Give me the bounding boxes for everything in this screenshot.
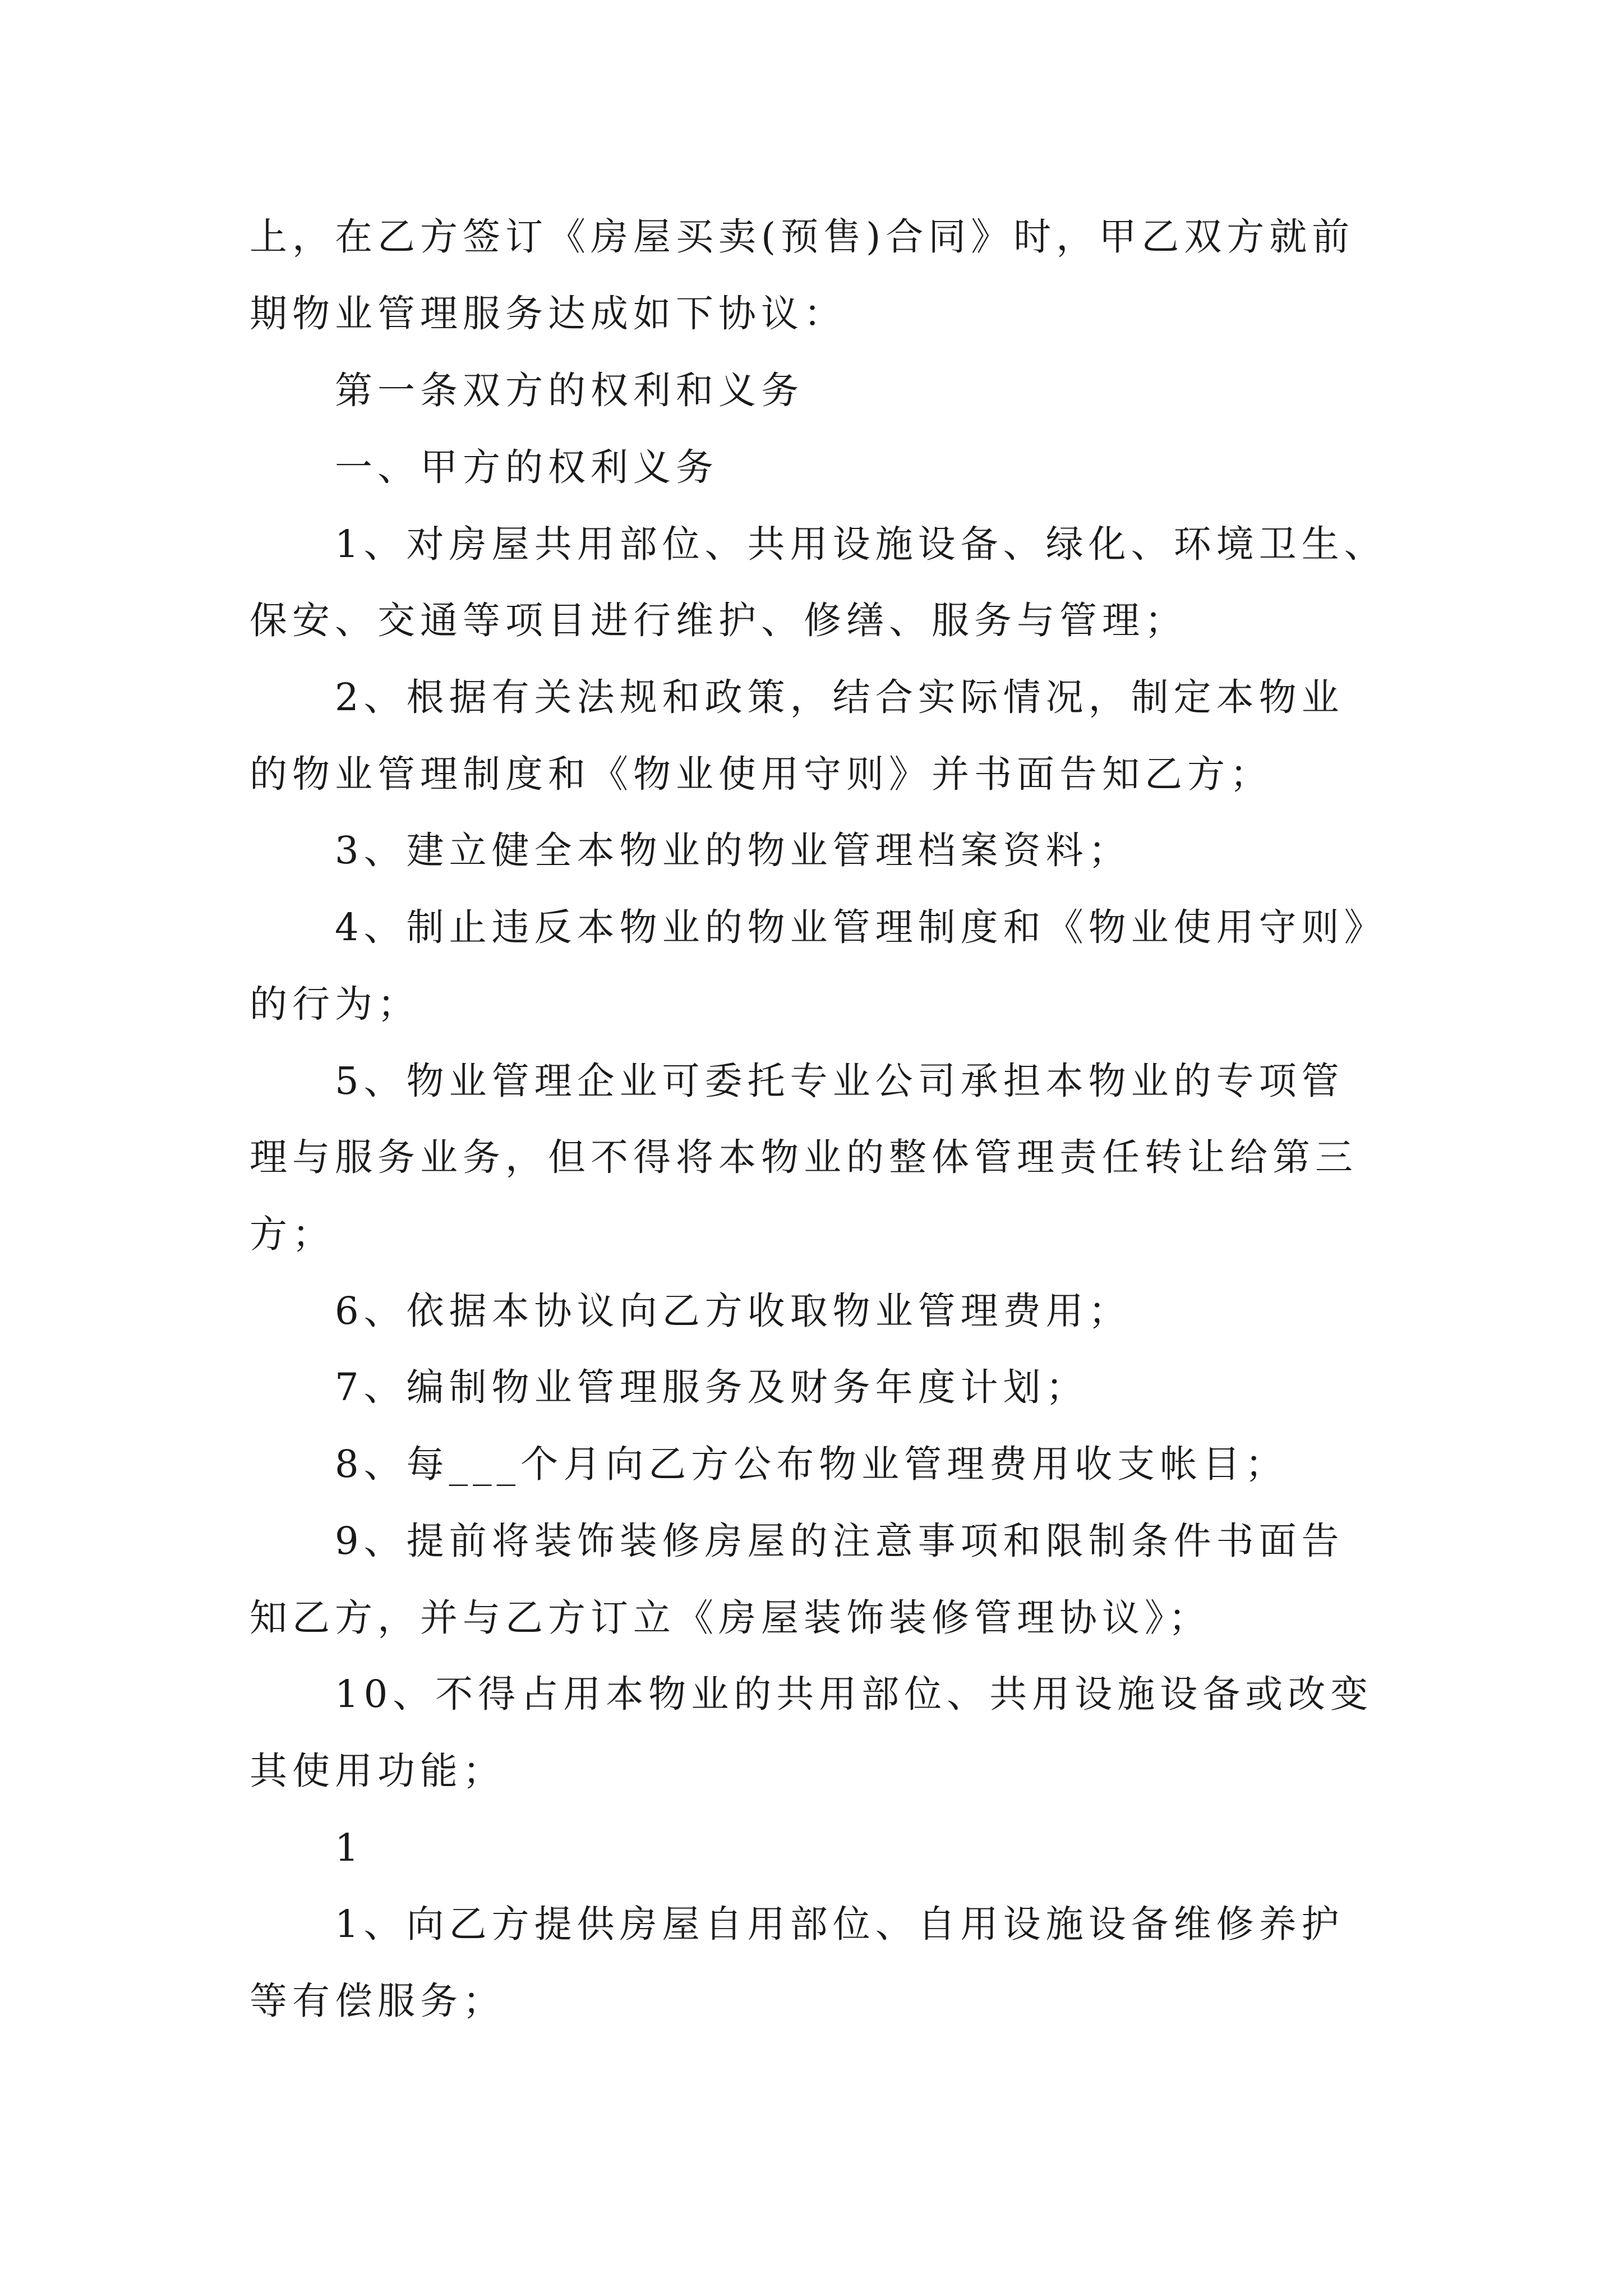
text-line: 8、每___个月向乙方公布物业管理费用收支帐目； xyxy=(335,1442,1288,1486)
text-line: 知乙方，并与乙方订立《房屋装饰装修管理协议》； xyxy=(250,1596,1211,1640)
text-line: 1、向乙方提供房屋自用部位、自用设施设备维修养护 xyxy=(335,1902,1344,1946)
text-line: 5、物业管理企业可委托专业公司承担本物业的专项管 xyxy=(335,1059,1344,1103)
text-line: 1、对房屋共用部位、共用设施设备、绿化、环境卫生、 xyxy=(335,522,1387,566)
text-line: 上，在乙方签订《房屋买卖(预售)合同》时，甲乙双方就前 xyxy=(250,215,1355,259)
text-line: 其使用功能； xyxy=(250,1749,505,1793)
text-line: 6、依据本协议向乙方收取物业管理费用； xyxy=(335,1289,1131,1333)
text-line: 的行为； xyxy=(250,982,420,1026)
text-line: 7、编制物业管理服务及财务年度计划； xyxy=(335,1365,1089,1409)
text-line: 期物业管理服务达成如下协议： xyxy=(250,292,846,335)
text-line: 3、建立健全本物业的物业管理档案资料； xyxy=(335,829,1131,872)
subsection-heading: 一、甲方的权利义务 xyxy=(335,445,718,489)
text-line: 保安、交通等项目进行维护、修缮、服务与管理； xyxy=(250,599,1187,642)
text-line: 10、不得占用本物业的共用部位、共用设施设备或改变 xyxy=(335,1672,1373,1716)
text-line: 方； xyxy=(250,1212,335,1256)
text-line: 2、根据有关法规和政策，结合实际情况，制定本物业 xyxy=(335,675,1344,719)
text-line: 理与服务业务，但不得将本物业的整体管理责任转让给第三 xyxy=(250,1135,1358,1179)
text-line: 1 xyxy=(335,1826,364,1870)
text-line: 等有偿服务； xyxy=(250,1979,505,2023)
text-line: 的物业管理制度和《物业使用守则》并书面告知乙方； xyxy=(250,752,1272,796)
section-heading: 第一条双方的权利和义务 xyxy=(335,369,804,412)
text-line: 9、提前将装饰装修房屋的注意事项和限制条件书面告 xyxy=(335,1519,1344,1563)
text-line: 4、制止违反本物业的物业管理制度和《物业使用守则》 xyxy=(335,905,1387,949)
